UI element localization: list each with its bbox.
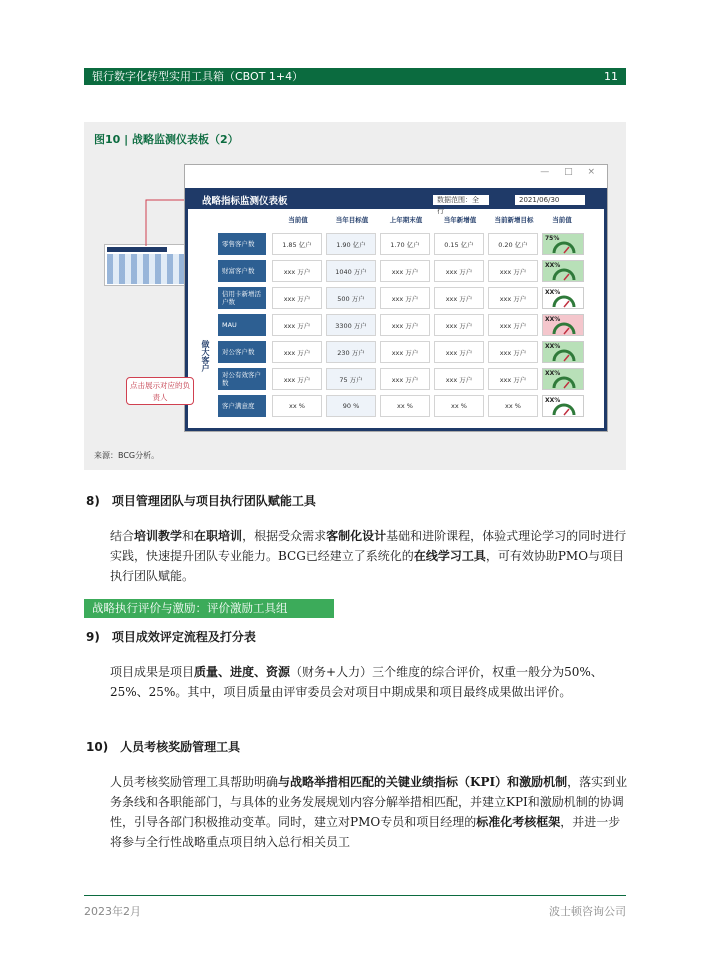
gauge-indicator xyxy=(542,395,584,417)
table-cell: xxx 万户 xyxy=(272,260,322,282)
table-cell: xxx 万户 xyxy=(434,260,484,282)
table-cell: xxx 万户 xyxy=(272,368,322,390)
table-cell: 500 万户 xyxy=(326,287,376,309)
table-cell: xxx 万户 xyxy=(434,287,484,309)
table-cell: xxx 万户 xyxy=(272,287,322,309)
table-cell: 1.85 亿户 xyxy=(272,233,322,255)
table-cell: xxx 万户 xyxy=(434,314,484,336)
gauge-icon xyxy=(552,294,576,308)
figure-10 xyxy=(84,122,626,470)
section-9-paragraph: 项目成果是项目质量、进度、资源（财务+人力）三个维度的综合评价，权重一般分为50%、25%、25%。其中，项目质量由评审委员会对项目中期成果和项目最终成果做出评价。 xyxy=(110,665,603,699)
group-label: 做大客户 xyxy=(198,233,212,419)
table-cell: xx % xyxy=(380,395,430,417)
table-cell: xxx 万户 xyxy=(488,368,538,390)
row-label[interactable]: 信用卡新增活户数 xyxy=(218,287,266,309)
footer-company: 波士顿咨询公司 xyxy=(549,905,626,918)
table-cell: xxx 万户 xyxy=(488,314,538,336)
table-cell: xxx 万户 xyxy=(272,314,322,336)
gauge-indicator xyxy=(542,341,584,363)
gauge-value: 75% xyxy=(545,235,560,242)
gauge-icon xyxy=(552,240,576,254)
gauge-icon xyxy=(552,321,576,335)
table-cell: xxx 万户 xyxy=(380,260,430,282)
col-head-annual-target: 当年目标值 xyxy=(335,216,369,224)
table-cell: 90 % xyxy=(326,395,376,417)
section-8-paragraph: 结合培训教学和在职培训，根据受众需求客制化设计基础和进阶课程，体验式理论学习的同时进行实践，快速提升团队专业能力。BCG已经建立了系统化的在线学习工具，可有效协助PMO与项目执行团队赋能。 xyxy=(110,529,627,583)
table-cell: xx % xyxy=(434,395,484,417)
row-label[interactable]: MAU xyxy=(218,314,266,336)
figure-title: 图10 | 战略监测仪表板（2） xyxy=(94,133,239,146)
col-head-gauge: 当前值 xyxy=(552,216,572,224)
table-cell: xxx 万户 xyxy=(488,341,538,363)
row-label[interactable]: 客户满意度 xyxy=(218,395,266,417)
gauge-icon xyxy=(552,348,576,362)
gauge-icon xyxy=(552,375,576,389)
col-head-new-this-year: 当年新增值 xyxy=(443,216,477,224)
col-head-new-target: 当前新增目标 xyxy=(494,216,534,224)
row-label[interactable]: 财富客户数 xyxy=(218,260,266,282)
table-cell: 0.15 亿户 xyxy=(434,233,484,255)
col-head-current: 当前值 xyxy=(288,216,308,224)
table-cell: xxx 万户 xyxy=(380,341,430,363)
table-cell: xxx 万户 xyxy=(488,287,538,309)
footer-rule xyxy=(84,895,626,896)
gauge-value: XX% xyxy=(545,316,561,323)
date-field[interactable]: 2021/06/30 xyxy=(514,194,586,206)
table-cell: xx % xyxy=(488,395,538,417)
owner-callout: 点击展示对应的负责人 xyxy=(126,377,194,405)
row-label[interactable]: 对公有效客户数 xyxy=(218,368,266,390)
gauge-indicator xyxy=(542,260,584,282)
footer-date: 2023年2月 xyxy=(84,905,141,918)
table-cell: 1.70 亿户 xyxy=(380,233,430,255)
data-range-select[interactable]: 数据范围：全行 xyxy=(432,194,490,206)
table-cell: xxx 万户 xyxy=(272,341,322,363)
dashboard xyxy=(185,188,607,431)
running-header xyxy=(84,68,626,85)
section-10-heading: 10) 人员考核奖励管理工具 xyxy=(86,740,241,754)
header-title: 银行数字化转型实用工具箱（CBOT 1+4） xyxy=(92,70,304,83)
section-banner: 战略执行评价与激励：评价激励工具组 xyxy=(84,599,334,618)
gauge-indicator xyxy=(542,287,584,309)
gauge-value: XX% xyxy=(545,262,561,269)
table-cell: 1040 万户 xyxy=(326,260,376,282)
dashboard-window xyxy=(184,164,608,432)
row-label[interactable]: 对公客户数 xyxy=(218,341,266,363)
gauge-value: XX% xyxy=(545,397,561,404)
gauge-indicator xyxy=(542,314,584,336)
table-cell: 0.20 亿户 xyxy=(488,233,538,255)
gauge-icon xyxy=(552,267,576,281)
table-cell: 1.90 亿户 xyxy=(326,233,376,255)
section-8-heading: 8) 项目管理团队与项目执行团队赋能工具 xyxy=(86,494,316,508)
page-number: 11 xyxy=(604,70,618,83)
table-cell: xxx 万户 xyxy=(434,341,484,363)
table-cell: xxx 万户 xyxy=(380,314,430,336)
section-9-heading: 9) 项目成效评定流程及打分表 xyxy=(86,630,256,644)
dashboard-title: 战略指标监测仪表板 xyxy=(202,196,288,207)
table-cell: xxx 万户 xyxy=(380,368,430,390)
window-controls[interactable]: — □ × xyxy=(540,167,601,177)
gauge-value: XX% xyxy=(545,370,561,377)
figure-source: 来源：BCG分析。 xyxy=(94,451,160,460)
gauge-value: XX% xyxy=(545,343,561,350)
row-label[interactable]: 零售客户数 xyxy=(218,233,266,255)
table-cell: 75 万户 xyxy=(326,368,376,390)
table-cell: xx % xyxy=(272,395,322,417)
table-cell: xxx 万户 xyxy=(434,368,484,390)
table-cell: 230 万户 xyxy=(326,341,376,363)
gauge-indicator xyxy=(542,233,584,255)
gauge-value: XX% xyxy=(545,289,561,296)
gauge-icon xyxy=(552,402,576,416)
table-cell: 3300 万户 xyxy=(326,314,376,336)
table-cell: xxx 万户 xyxy=(488,260,538,282)
table-cell: xxx 万户 xyxy=(380,287,430,309)
gauge-indicator xyxy=(542,368,584,390)
section-10-paragraph: 人员考核奖励管理工具帮助明确与战略举措相匹配的关键业绩指标（KPI）和激励机制，落实到业务条线和各职能部门，与具体的业务发展规划内容分解举措相匹配，并建立KPI和激励机制的协调性，引导各部门积极推动变革。同时，建立对PMO专员和项目经理的标准化考核框架，并进一步将参与全行性战略重点项目纳入总行相关员工 xyxy=(110,775,628,849)
col-head-last-year: 上年期末值 xyxy=(389,216,423,224)
